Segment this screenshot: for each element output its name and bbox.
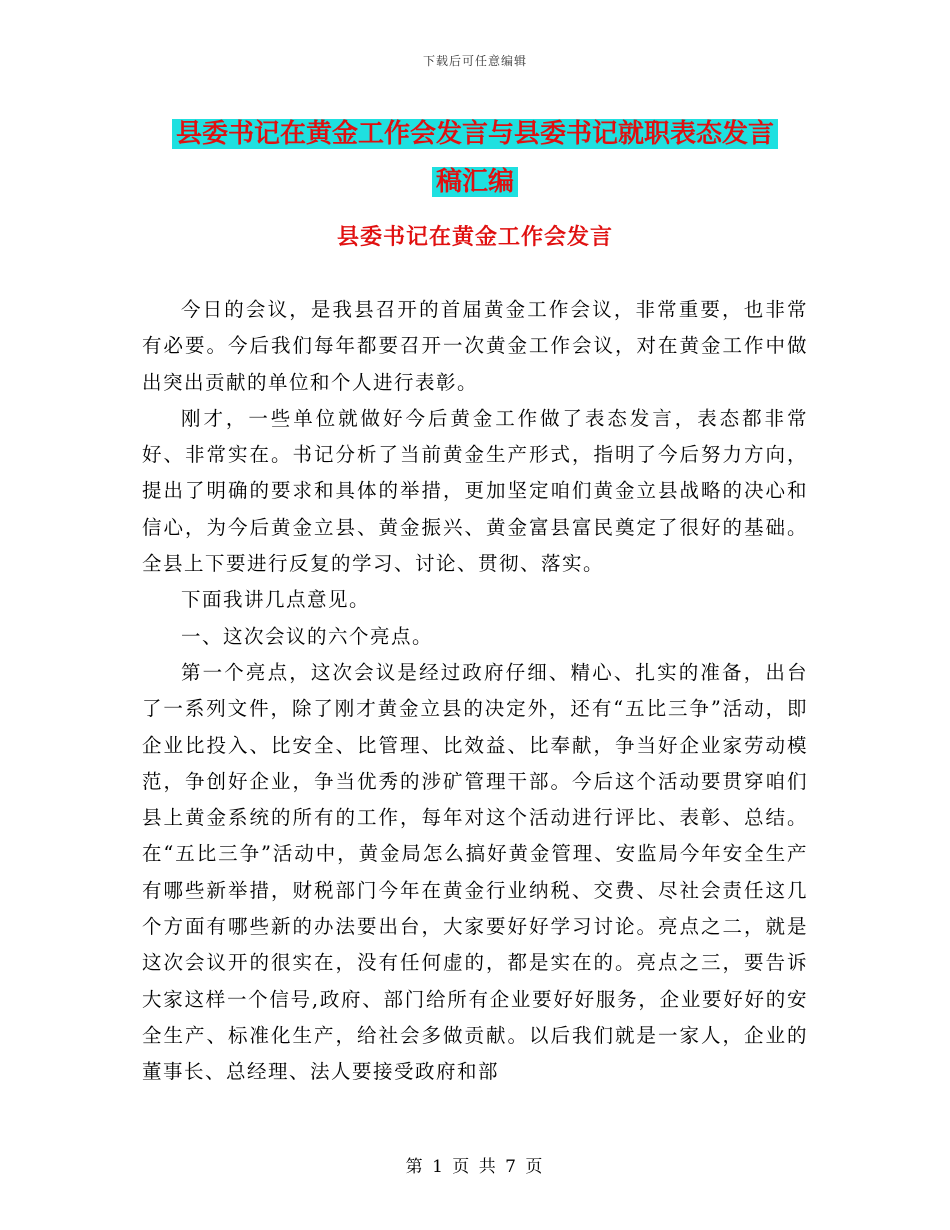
page-number: 第 1 页 共 7 页 [405, 1157, 545, 1177]
paragraph: 今日的会议，是我县召开的首届黄金工作会议，非常重要，也非常有必要。今后我们每年都要召开一次黄金工作会议，对在黄金工作中做出突出贡献的单位和个人进行表彰。 [142, 298, 808, 394]
page-header-note: 下载后可任意编辑 [422, 54, 527, 68]
paragraph: 下面我讲几点意见。 [181, 588, 371, 612]
document-body [142, 292, 808, 1091]
document-title-line-1: 县委书记在黄金工作会发言与县委书记就职表态发言 [172, 119, 778, 149]
paragraph: 刚才，一些单位就做好今后黄金工作做了表态发言，表态都非常好、非常实在。书记分析了当前黄金生产形式，指明了今后努力方向，提出了明确的要求和具体的举措，更加坚定咱们黄金立县战略的决心和信心，为今后黄金立县、黄金振兴、黄金富县富民奠定了很好的基础。全县上下要进行反复的学习、讨论、贯彻、落实。 [142, 406, 808, 576]
section-title: 县委书记在黄金工作会发言 [336, 224, 613, 250]
paragraph: 第一个亮点，这次会议是经过政府仔细、精心、扎实的准备，出台了一系列文件，除了刚才黄金立县的决定外，还有“五比三争”活动，即企业比投入、比安全、比管理、比效益、比奉献，争当好企业家劳动模范，争创好企业，争当优秀的涉矿管理干部。今后这个活动要贯穿咱们县上黄金系统的所有的工作，每年对这个活动进行评比、表彰、总结。在“五比三争”活动中，黄金局怎么搞好黄金管理、安监局今年安全生产有哪些新举措，财税部门今年在黄金行业纳税、交费、尽社会责任这几个方面有哪些新的办法要出台，大家要好好学习讨论。亮点之二，就是这次会议开的很实在，没有任何虚的，都是实在的。亮点之三，要告诉大家这样一个信号,政府、部门给所有企业要好好服务，企业要好好的安全生产、标准化生产，给社会多做贡献。以后我们就是一家人，企业的董事长、总经理、法人要接受政府和部 [142, 660, 808, 1084]
document-title [140, 110, 810, 206]
document-title-line-2: 稿汇编 [432, 167, 518, 197]
paragraph: 一、这次会议的六个亮点。 [181, 624, 434, 648]
